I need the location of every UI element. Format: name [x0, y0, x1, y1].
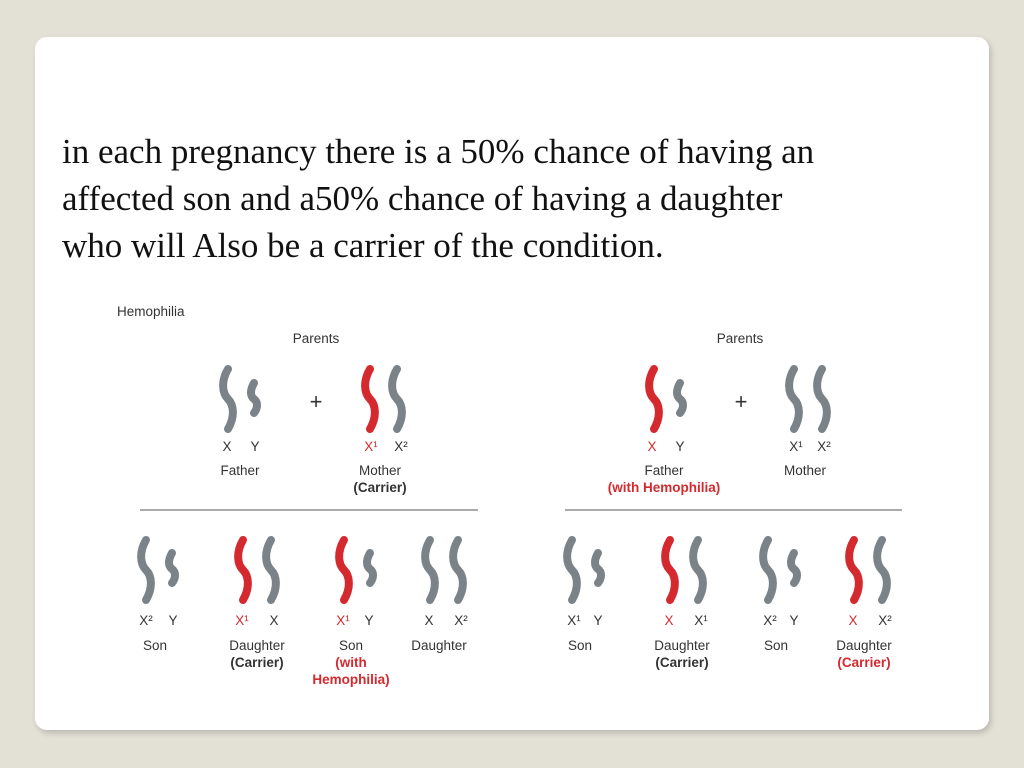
allele-label: X¹: [364, 439, 378, 454]
chromosome-y: [169, 553, 175, 583]
diagram-title: Hemophilia: [117, 304, 185, 319]
chromosome-x: [817, 369, 827, 429]
child-note: (Carrier): [837, 655, 891, 670]
child-label: Daughter: [411, 638, 467, 653]
allele-label: Y: [789, 613, 799, 628]
allele-label: X¹: [789, 439, 803, 454]
allele-label: Y: [250, 439, 260, 454]
chromosome-y: [367, 553, 373, 583]
allele-label: X¹: [235, 613, 249, 628]
child-label: Son: [338, 638, 364, 653]
child-note: (Carrier): [230, 655, 284, 670]
allele-label: X: [222, 439, 232, 454]
chromosome-y: [251, 383, 257, 413]
chromosome-x: [453, 540, 463, 600]
left-child-2: [229, 540, 285, 670]
right-father: [608, 369, 721, 495]
allele-label: Y: [364, 613, 374, 628]
left-child-1: [139, 540, 177, 653]
allele-label: Y: [168, 613, 178, 628]
chromosome-x-affected: [665, 540, 675, 600]
slide-text-line-1: in each pregnancy there is a 50% chance of having an: [62, 132, 815, 171]
left-child-3: [312, 540, 389, 687]
child-note: (Carrier): [655, 655, 709, 670]
right-parents-label: Parents: [716, 331, 764, 346]
left-mother: [353, 369, 408, 495]
chromosome-x-affected: [365, 369, 375, 429]
allele-label: Y: [675, 439, 685, 454]
left-panel: [139, 331, 478, 687]
chromosome-x: [392, 369, 402, 429]
chromosome-x-affected: [849, 540, 859, 600]
allele-label: X¹: [336, 613, 350, 628]
father-label: Father: [220, 463, 260, 478]
chromosome-x: [223, 369, 233, 429]
father-label: Father: [644, 463, 684, 478]
allele-label: X²: [139, 613, 153, 628]
allele-label: X²: [394, 439, 408, 454]
chromosome-x: [763, 540, 773, 600]
child-label: Son: [142, 638, 168, 653]
chromosome-x-affected: [649, 369, 659, 429]
child-label: Son: [763, 638, 789, 653]
chromosome-x: [567, 540, 577, 600]
chromosome-y: [791, 553, 797, 583]
right-mother: [784, 369, 831, 478]
chromosome-x: [266, 540, 276, 600]
allele-label: X: [848, 613, 858, 628]
left-child-4: [411, 540, 468, 653]
allele-label: X: [269, 613, 279, 628]
chromosome-x-affected: [238, 540, 248, 600]
allele-label: X²: [454, 613, 468, 628]
slide-text-line-3: who will Also be a carrier of the condition.: [62, 226, 664, 265]
child-label: Daughter: [654, 638, 710, 653]
right-child-4: [836, 540, 892, 670]
chromosome-x-affected: [339, 540, 349, 600]
child-label: Son: [567, 638, 593, 653]
right-panel: [565, 331, 902, 670]
right-child-3: [763, 540, 798, 653]
mother-note: (Carrier): [353, 480, 407, 495]
allele-label: X: [664, 613, 674, 628]
child-note-line-2: Hemophilia): [312, 672, 390, 687]
right-child-2: [654, 540, 710, 670]
mother-label: Mother: [358, 463, 402, 478]
right-child-1: [567, 540, 602, 653]
left-father: [220, 369, 260, 478]
mother-label: Mother: [783, 463, 827, 478]
allele-label: X: [647, 439, 657, 454]
allele-label: X: [424, 613, 434, 628]
chromosome-x: [141, 540, 151, 600]
plus-sign: +: [734, 389, 748, 414]
child-label: Daughter: [836, 638, 892, 653]
child-label: Daughter: [229, 638, 285, 653]
chromosome-y: [677, 383, 683, 413]
father-note: (with Hemophilia): [607, 480, 721, 495]
left-parents-label: Parents: [292, 331, 340, 346]
chromosome-x: [425, 540, 435, 600]
allele-label: X²: [763, 613, 777, 628]
slide-text-line-2: affected son and a50% chance of having a daughter: [62, 179, 783, 218]
allele-label: X¹: [694, 613, 708, 628]
chromosome-y: [595, 553, 601, 583]
plus-sign: +: [309, 389, 323, 414]
allele-label: X¹: [567, 613, 581, 628]
allele-label: X²: [878, 613, 892, 628]
allele-label: X²: [817, 439, 831, 454]
allele-label: Y: [593, 613, 603, 628]
chromosome-x: [693, 540, 703, 600]
chromosome-x: [877, 540, 887, 600]
child-note-line-1: (with: [335, 655, 367, 670]
chromosome-x: [789, 369, 799, 429]
